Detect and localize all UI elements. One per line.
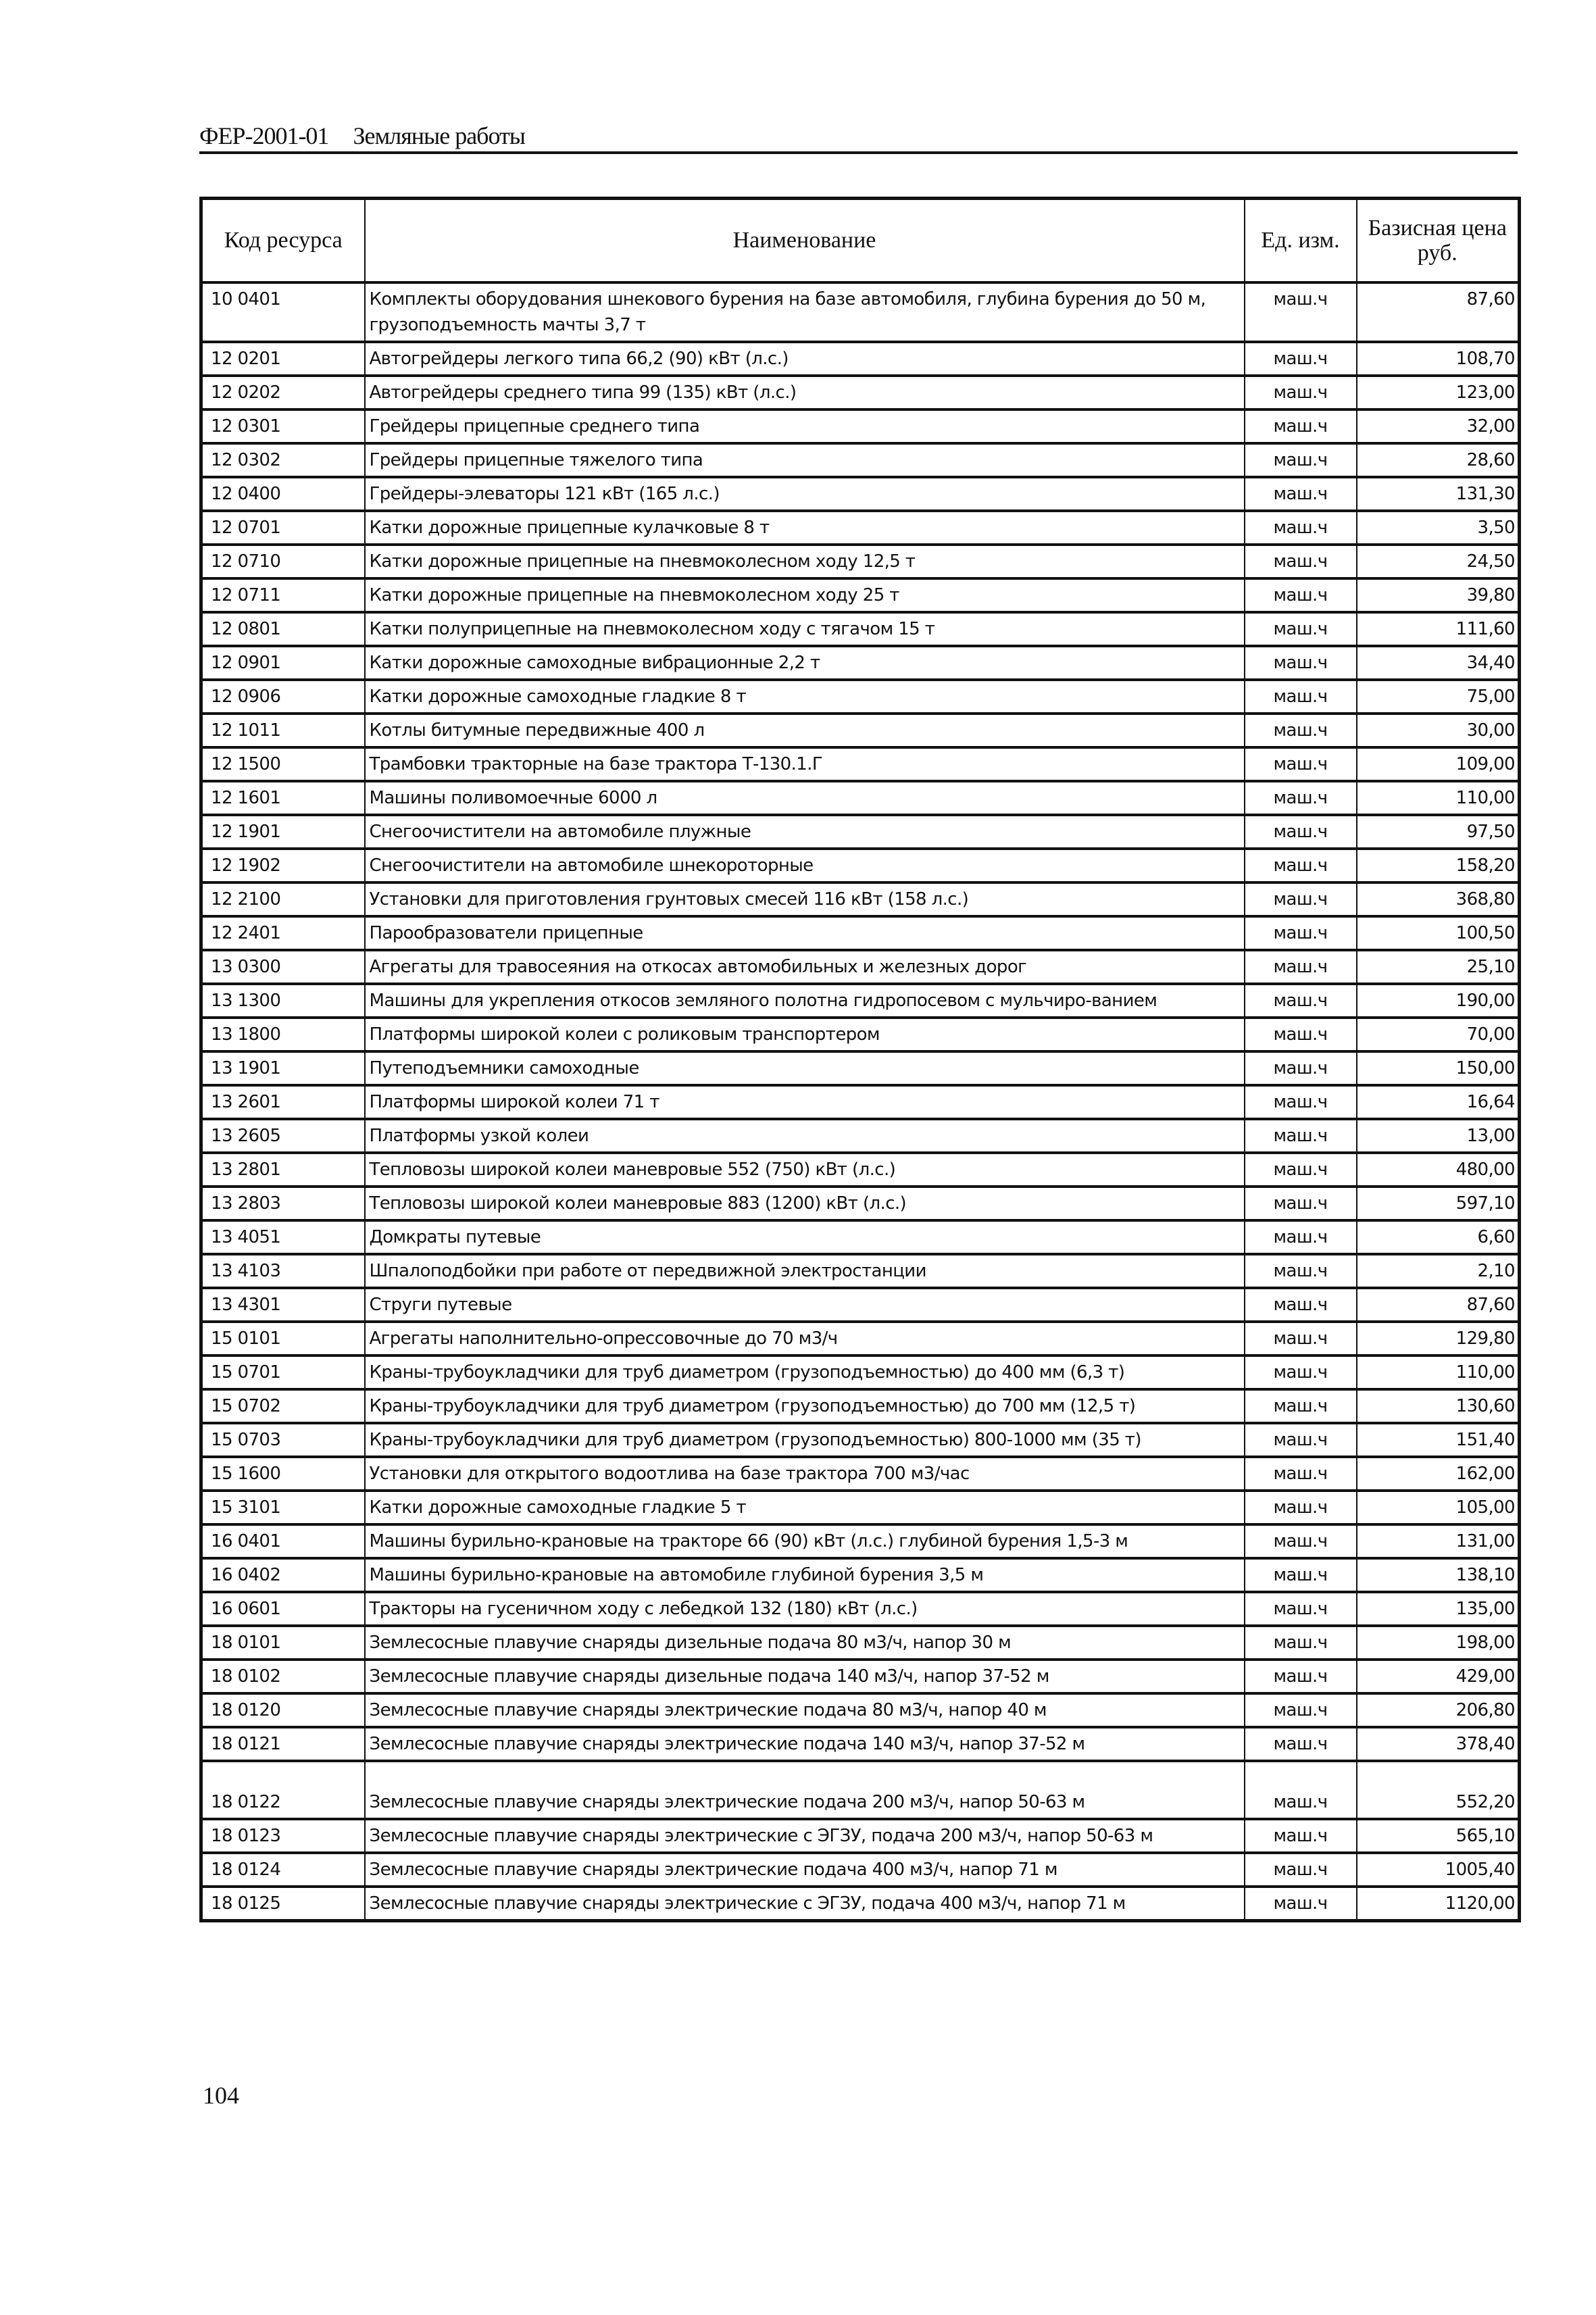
- resource-code-cell: 10 0401: [201, 282, 365, 342]
- table-row: [201, 950, 1520, 984]
- unit-cell: маш.ч: [1245, 1322, 1357, 1355]
- resource-code-cell: 12 0302: [201, 443, 365, 477]
- resource-name-cell: Катки полуприцепные на пневмоколесном ходу с тягачом 15 т: [365, 612, 1245, 646]
- table-row: [201, 1322, 1520, 1355]
- resource-name-cell: Землесосные плавучие снаряды электрические подача 400 м3/ч, напор 71 м: [365, 1853, 1245, 1887]
- resource-name-cell: Машины бурильно-крановые на тракторе 66 (90) кВт (л.с.) глубиной бурения 1,5-3 м: [365, 1524, 1245, 1558]
- base-price-cell: 131,00: [1357, 1524, 1520, 1558]
- table-row: [201, 443, 1520, 477]
- unit-cell: маш.ч: [1245, 409, 1357, 443]
- column-header-name: Наименование: [365, 199, 1245, 283]
- unit-cell: маш.ч: [1245, 1626, 1357, 1660]
- base-price-cell: 123,00: [1357, 376, 1520, 409]
- table-row: [201, 1558, 1520, 1592]
- table-row: [201, 1355, 1520, 1389]
- table-row: [201, 714, 1520, 747]
- resource-name-cell: Землесосные плавучие снаряды дизельные подача 140 м3/ч, напор 37-52 м: [365, 1660, 1245, 1693]
- resource-name-cell: Катки дорожные прицепные кулачковые 8 т: [365, 511, 1245, 545]
- table-row: [201, 342, 1520, 376]
- unit-cell: маш.ч: [1245, 1423, 1357, 1457]
- unit-cell: маш.ч: [1245, 882, 1357, 916]
- resource-name-cell: Путеподъемники самоходные: [365, 1051, 1245, 1085]
- table-row: [201, 1660, 1520, 1693]
- base-price-cell: 13,00: [1357, 1119, 1520, 1153]
- page-number: 104: [203, 2082, 239, 2109]
- resource-name-cell: Катки дорожные самоходные гладкие 5 т: [365, 1491, 1245, 1524]
- unit-cell: маш.ч: [1245, 1761, 1357, 1819]
- resource-code-cell: 13 0300: [201, 950, 365, 984]
- unit-cell: маш.ч: [1245, 1457, 1357, 1491]
- resource-code-cell: 18 0121: [201, 1727, 365, 1761]
- base-price-cell: 565,10: [1357, 1819, 1520, 1853]
- resource-name-cell: Платформы широкой колеи 71 т: [365, 1085, 1245, 1119]
- table-row: [201, 1626, 1520, 1660]
- unit-cell: маш.ч: [1245, 376, 1357, 409]
- resource-code-cell: 15 3101: [201, 1491, 365, 1524]
- unit-cell: маш.ч: [1245, 1187, 1357, 1220]
- table-row: [201, 815, 1520, 849]
- unit-cell: маш.ч: [1245, 477, 1357, 511]
- base-price-cell: 138,10: [1357, 1558, 1520, 1592]
- resource-code-cell: 15 0702: [201, 1389, 365, 1423]
- base-price-cell: 70,00: [1357, 1018, 1520, 1051]
- base-price-cell: 39,80: [1357, 578, 1520, 612]
- unit-cell: маш.ч: [1245, 511, 1357, 545]
- base-price-cell: 198,00: [1357, 1626, 1520, 1660]
- unit-cell: маш.ч: [1245, 1018, 1357, 1051]
- resource-code-cell: 18 0102: [201, 1660, 365, 1693]
- base-price-cell: 158,20: [1357, 849, 1520, 882]
- resource-name-cell: Парообразователи прицепные: [365, 916, 1245, 950]
- unit-cell: маш.ч: [1245, 1660, 1357, 1693]
- resource-name-cell: Трамбовки тракторные на базе трактора Т-130.1.Г: [365, 747, 1245, 781]
- header-rule: [199, 151, 1518, 154]
- unit-cell: маш.ч: [1245, 1085, 1357, 1119]
- resource-code-cell: 12 0901: [201, 646, 365, 680]
- table-row: [201, 376, 1520, 409]
- table-row: [201, 1220, 1520, 1254]
- base-price-cell: 552,20: [1357, 1761, 1520, 1819]
- base-price-cell: 87,60: [1357, 282, 1520, 342]
- unit-cell: маш.ч: [1245, 612, 1357, 646]
- resource-name-cell: Катки дорожные прицепные на пневмоколесном ходу 25 т: [365, 578, 1245, 612]
- base-price-cell: 105,00: [1357, 1491, 1520, 1524]
- base-price-cell: 162,00: [1357, 1457, 1520, 1491]
- resource-code-cell: 16 0401: [201, 1524, 365, 1558]
- resource-name-cell: Установки для открытого водоотлива на базе трактора 700 м3/час: [365, 1457, 1245, 1491]
- resource-code-cell: 12 0701: [201, 511, 365, 545]
- resource-code-cell: 13 4051: [201, 1220, 365, 1254]
- resource-code-cell: 12 1902: [201, 849, 365, 882]
- unit-cell: маш.ч: [1245, 1524, 1357, 1558]
- resource-name-cell: Грейдеры прицепные тяжелого типа: [365, 443, 1245, 477]
- base-price-cell: 1005,40: [1357, 1853, 1520, 1887]
- resource-code-cell: 12 0711: [201, 578, 365, 612]
- resource-code-cell: 12 0201: [201, 342, 365, 376]
- resource-name-cell: Тепловозы широкой колеи маневровые 552 (750) кВт (л.с.): [365, 1153, 1245, 1187]
- column-header-price: Базисная цена руб.: [1357, 199, 1520, 283]
- table-row: [201, 1288, 1520, 1322]
- base-price-cell: 34,40: [1357, 646, 1520, 680]
- table-row: [201, 1693, 1520, 1727]
- base-price-cell: 87,60: [1357, 1288, 1520, 1322]
- unit-cell: маш.ч: [1245, 1051, 1357, 1085]
- resource-code-cell: 15 0101: [201, 1322, 365, 1355]
- resource-price-table: [199, 197, 1521, 1922]
- base-price-cell: 131,30: [1357, 477, 1520, 511]
- resource-code-cell: 12 1901: [201, 815, 365, 849]
- resource-code-cell: 13 2803: [201, 1187, 365, 1220]
- table-row: [201, 1592, 1520, 1626]
- resource-code-cell: 18 0123: [201, 1819, 365, 1853]
- base-price-cell: 25,10: [1357, 950, 1520, 984]
- base-price-cell: 150,00: [1357, 1051, 1520, 1085]
- unit-cell: маш.ч: [1245, 781, 1357, 815]
- resource-name-cell: Агрегаты наполнительно-опрессовочные до 70 м3/ч: [365, 1322, 1245, 1355]
- unit-cell: маш.ч: [1245, 1254, 1357, 1288]
- resource-code-cell: 16 0601: [201, 1592, 365, 1626]
- unit-cell: маш.ч: [1245, 950, 1357, 984]
- resource-name-cell: Тепловозы широкой колеи маневровые 883 (1200) кВт (л.с.): [365, 1187, 1245, 1220]
- unit-cell: маш.ч: [1245, 342, 1357, 376]
- table-row: [201, 1819, 1520, 1853]
- section-title: Земляные работы: [353, 122, 525, 149]
- base-price-cell: 97,50: [1357, 815, 1520, 849]
- resource-code-cell: 13 4301: [201, 1288, 365, 1322]
- resource-name-cell: Снегоочистители на автомобиле плужные: [365, 815, 1245, 849]
- table-row: [201, 1153, 1520, 1187]
- resource-name-cell: Машины для укрепления откосов земляного полотна гидропосевом с мульчиро-ванием: [365, 984, 1245, 1018]
- resource-code-cell: 12 0710: [201, 545, 365, 578]
- resource-code-cell: 12 1601: [201, 781, 365, 815]
- resource-name-cell: Струги путевые: [365, 1288, 1245, 1322]
- table-row: [201, 984, 1520, 1018]
- base-price-cell: 75,00: [1357, 680, 1520, 714]
- resource-name-cell: Краны-трубоукладчики для труб диаметром (грузоподъемностью) 800-1000 мм (35 т): [365, 1423, 1245, 1457]
- table-row: [201, 849, 1520, 882]
- unit-cell: маш.ч: [1245, 646, 1357, 680]
- resource-code-cell: 12 0400: [201, 477, 365, 511]
- table-row: [201, 1423, 1520, 1457]
- unit-cell: маш.ч: [1245, 1693, 1357, 1727]
- table-body: [201, 282, 1520, 1921]
- base-price-cell: 32,00: [1357, 409, 1520, 443]
- resource-code-cell: 16 0402: [201, 1558, 365, 1592]
- table-row: [201, 578, 1520, 612]
- resource-name-cell: Грейдеры-элеваторы 121 кВт (165 л.с.): [365, 477, 1245, 511]
- table-header-row: [201, 199, 1520, 283]
- resource-name-cell: Землесосные плавучие снаряды дизельные подача 80 м3/ч, напор 30 м: [365, 1626, 1245, 1660]
- table-row: [201, 1051, 1520, 1085]
- resource-code-cell: 12 1011: [201, 714, 365, 747]
- unit-cell: маш.ч: [1245, 1558, 1357, 1592]
- unit-cell: маш.ч: [1245, 747, 1357, 781]
- base-price-cell: 429,00: [1357, 1660, 1520, 1693]
- table-row: [201, 1761, 1520, 1819]
- resource-name-cell: Шпалоподбойки при работе от передвижной электростанции: [365, 1254, 1245, 1288]
- resource-name-cell: Катки дорожные самоходные вибрационные 2,2 т: [365, 646, 1245, 680]
- unit-cell: маш.ч: [1245, 984, 1357, 1018]
- resource-code-cell: 15 0703: [201, 1423, 365, 1457]
- base-price-cell: 130,60: [1357, 1389, 1520, 1423]
- unit-cell: маш.ч: [1245, 916, 1357, 950]
- running-header: [199, 122, 549, 150]
- table-row: [201, 1187, 1520, 1220]
- table-row: [201, 409, 1520, 443]
- base-price-cell: 110,00: [1357, 1355, 1520, 1389]
- unit-cell: маш.ч: [1245, 1727, 1357, 1761]
- resource-code-cell: 13 2601: [201, 1085, 365, 1119]
- unit-cell: маш.ч: [1245, 1491, 1357, 1524]
- base-price-cell: 135,00: [1357, 1592, 1520, 1626]
- unit-cell: маш.ч: [1245, 1389, 1357, 1423]
- resource-code-cell: 13 1300: [201, 984, 365, 1018]
- resource-code-cell: 12 0301: [201, 409, 365, 443]
- table-row: [201, 747, 1520, 781]
- resource-name-cell: Грейдеры прицепные среднего типа: [365, 409, 1245, 443]
- base-price-cell: 206,80: [1357, 1693, 1520, 1727]
- base-price-cell: 129,80: [1357, 1322, 1520, 1355]
- unit-cell: маш.ч: [1245, 578, 1357, 612]
- unit-cell: маш.ч: [1245, 1887, 1357, 1921]
- resource-code-cell: 18 0125: [201, 1887, 365, 1921]
- unit-cell: маш.ч: [1245, 1355, 1357, 1389]
- unit-cell: маш.ч: [1245, 815, 1357, 849]
- resource-name-cell: Машины бурильно-крановые на автомобиле глубиной бурения 3,5 м: [365, 1558, 1245, 1592]
- resource-name-cell: Машины поливомоечные 6000 л: [365, 781, 1245, 815]
- resource-name-cell: Землесосные плавучие снаряды электрические подача 200 м3/ч, напор 50-63 м: [365, 1761, 1245, 1819]
- resource-code-cell: 13 4103: [201, 1254, 365, 1288]
- resource-code-cell: 12 2401: [201, 916, 365, 950]
- table-row: [201, 1727, 1520, 1761]
- resource-code-cell: 12 0906: [201, 680, 365, 714]
- base-price-cell: 597,10: [1357, 1187, 1520, 1220]
- resource-name-cell: Землесосные плавучие снаряды электрические подача 80 м3/ч, напор 40 м: [365, 1693, 1245, 1727]
- resource-code-cell: 12 2100: [201, 882, 365, 916]
- resource-name-cell: Землесосные плавучие снаряды электрические с ЭГЗУ, подача 400 м3/ч, напор 71 м: [365, 1887, 1245, 1921]
- base-price-cell: 6,60: [1357, 1220, 1520, 1254]
- resource-name-cell: Автогрейдеры легкого типа 66,2 (90) кВт (л.с.): [365, 342, 1245, 376]
- table-row: [201, 1524, 1520, 1558]
- table-row: [201, 545, 1520, 578]
- document-code: ФЕР-2001-01: [199, 122, 329, 149]
- resource-code-cell: 18 0122: [201, 1761, 365, 1819]
- resource-code-cell: 12 0202: [201, 376, 365, 409]
- table-row: [201, 1389, 1520, 1423]
- table-row: [201, 781, 1520, 815]
- unit-cell: маш.ч: [1245, 1853, 1357, 1887]
- base-price-cell: 24,50: [1357, 545, 1520, 578]
- resource-name-cell: Агрегаты для травосеяния на откосах автомобильных и железных дорог: [365, 950, 1245, 984]
- table-row: [201, 1018, 1520, 1051]
- resource-code-cell: 13 1901: [201, 1051, 365, 1085]
- base-price-cell: 110,00: [1357, 781, 1520, 815]
- resource-name-cell: Краны-трубоукладчики для труб диаметром (грузоподъемностью) до 400 мм (6,3 т): [365, 1355, 1245, 1389]
- resource-code-cell: 18 0120: [201, 1693, 365, 1727]
- resource-name-cell: Землесосные плавучие снаряды электрические подача 140 м3/ч, напор 37-52 м: [365, 1727, 1245, 1761]
- table-row: [201, 1491, 1520, 1524]
- base-price-cell: 109,00: [1357, 747, 1520, 781]
- table-row: [201, 1085, 1520, 1119]
- table-row: [201, 511, 1520, 545]
- unit-cell: маш.ч: [1245, 680, 1357, 714]
- resource-code-cell: 12 0801: [201, 612, 365, 646]
- resource-code-cell: 13 2801: [201, 1153, 365, 1187]
- unit-cell: маш.ч: [1245, 1119, 1357, 1153]
- table-row: [201, 916, 1520, 950]
- resource-name-cell: Автогрейдеры среднего типа 99 (135) кВт (л.с.): [365, 376, 1245, 409]
- unit-cell: маш.ч: [1245, 1153, 1357, 1187]
- base-price-cell: 28,60: [1357, 443, 1520, 477]
- base-price-cell: 30,00: [1357, 714, 1520, 747]
- base-price-cell: 378,40: [1357, 1727, 1520, 1761]
- resource-name-cell: Котлы битумные передвижные 400 л: [365, 714, 1245, 747]
- unit-cell: маш.ч: [1245, 545, 1357, 578]
- resource-name-cell: Катки дорожные самоходные гладкие 8 т: [365, 680, 1245, 714]
- table-row: [201, 612, 1520, 646]
- table-row: [201, 1887, 1520, 1921]
- resource-code-cell: 15 1600: [201, 1457, 365, 1491]
- base-price-cell: 1120,00: [1357, 1887, 1520, 1921]
- base-price-cell: 368,80: [1357, 882, 1520, 916]
- unit-cell: маш.ч: [1245, 714, 1357, 747]
- unit-cell: маш.ч: [1245, 1592, 1357, 1626]
- unit-cell: маш.ч: [1245, 1288, 1357, 1322]
- resource-name-cell: Снегоочистители на автомобиле шнекороторные: [365, 849, 1245, 882]
- table-row: [201, 282, 1520, 342]
- resource-code-cell: 12 1500: [201, 747, 365, 781]
- resource-name-cell: Тракторы на гусеничном ходу с лебедкой 132 (180) кВт (л.с.): [365, 1592, 1245, 1626]
- base-price-cell: 2,10: [1357, 1254, 1520, 1288]
- resource-code-cell: 13 2605: [201, 1119, 365, 1153]
- base-price-cell: 108,70: [1357, 342, 1520, 376]
- resource-code-cell: 18 0101: [201, 1626, 365, 1660]
- resource-name-cell: Платформы широкой колеи с роликовым транспортером: [365, 1018, 1245, 1051]
- resource-code-cell: 15 0701: [201, 1355, 365, 1389]
- table-row: [201, 680, 1520, 714]
- table-row: [201, 1119, 1520, 1153]
- base-price-cell: 3,50: [1357, 511, 1520, 545]
- column-header-code: Код ресурса: [201, 199, 365, 283]
- table-row: [201, 1254, 1520, 1288]
- column-header-unit: Ед. изм.: [1245, 199, 1357, 283]
- table-row: [201, 1457, 1520, 1491]
- unit-cell: маш.ч: [1245, 1220, 1357, 1254]
- resource-code-cell: 18 0124: [201, 1853, 365, 1887]
- resource-name-cell: Домкраты путевые: [365, 1220, 1245, 1254]
- base-price-cell: 190,00: [1357, 984, 1520, 1018]
- base-price-cell: 480,00: [1357, 1153, 1520, 1187]
- base-price-cell: 111,60: [1357, 612, 1520, 646]
- unit-cell: маш.ч: [1245, 1819, 1357, 1853]
- resource-name-cell: Платформы узкой колеи: [365, 1119, 1245, 1153]
- base-price-cell: 100,50: [1357, 916, 1520, 950]
- table-row: [201, 646, 1520, 680]
- table-row: [201, 1853, 1520, 1887]
- resource-name-cell: Комплекты оборудования шнекового бурения на базе автомобиля, глубина бурения до 50 м, грузоподъемность мачты 3,7 т: [365, 282, 1245, 342]
- table-row: [201, 882, 1520, 916]
- resource-name-cell: Катки дорожные прицепные на пневмоколесном ходу 12,5 т: [365, 545, 1245, 578]
- resource-name-cell: Краны-трубоукладчики для труб диаметром (грузоподъемностью) до 700 мм (12,5 т): [365, 1389, 1245, 1423]
- resource-name-cell: Установки для приготовления грунтовых смесей 116 кВт (158 л.с.): [365, 882, 1245, 916]
- resource-name-cell: Землесосные плавучие снаряды электрические с ЭГЗУ, подача 200 м3/ч, напор 50-63 м: [365, 1819, 1245, 1853]
- unit-cell: маш.ч: [1245, 282, 1357, 342]
- unit-cell: маш.ч: [1245, 443, 1357, 477]
- base-price-cell: 151,40: [1357, 1423, 1520, 1457]
- table-row: [201, 477, 1520, 511]
- unit-cell: маш.ч: [1245, 849, 1357, 882]
- base-price-cell: 16,64: [1357, 1085, 1520, 1119]
- resource-code-cell: 13 1800: [201, 1018, 365, 1051]
